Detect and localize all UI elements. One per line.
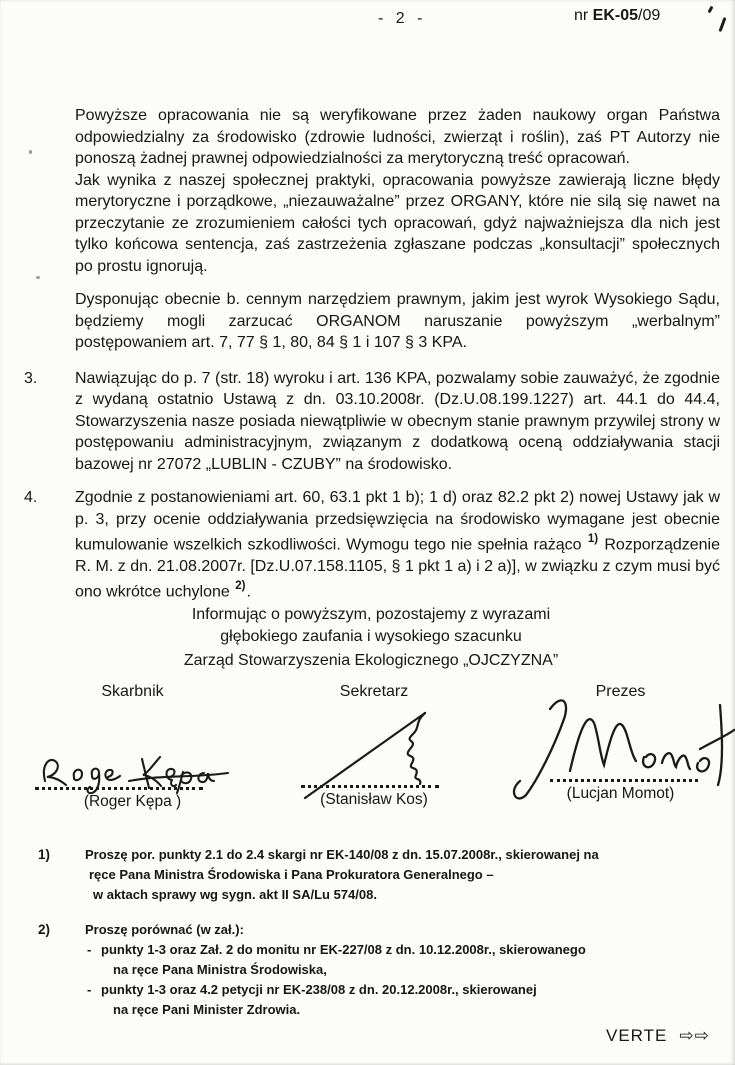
footnote-item-text: [101, 980, 537, 1020]
scan-speck: [36, 276, 40, 279]
footnote-line: na ręce Pana Ministra Środowiska,: [113, 962, 327, 977]
paragraph-numbered-4: [24, 487, 721, 603]
footnote-2: [38, 920, 710, 1020]
footnote-line: na ręce Pani Minister Zdrowia.: [113, 1002, 301, 1017]
paragraph-segment: .: [246, 583, 251, 601]
handwritten-signature: [33, 735, 243, 795]
scan-artifact: [719, 17, 727, 32]
footnote-ref-1: 1): [587, 533, 599, 545]
paragraph-text: Dysponując obecnie b. cennym narzędziem prawnym, jakim jest wyrok Wysokiego Sądu, będziemy mogli zarzucać ORGANOM naruszanie powyższym „werbalnym” postępowaniem art. 7, 77 § 1, 80, 84 § 1 i 107 § 3 KPA.: [75, 291, 720, 351]
footnote-marker: 2): [38, 922, 51, 937]
signature-section: [0, 683, 735, 833]
footnote-marker: 1): [38, 847, 51, 862]
signature-title: Skarbnik: [101, 683, 164, 700]
paragraph-text: Jak wynika z naszej społecznej praktyki, opracowania powyższe zawierają liczne błędy merytoryczne i porządkowe, „niezauważalne” przez ORGANY, które nie silą się nawet na przeczytanie ze zrozumieniem całości tych opracowań, gdyż najważniejsza dla nich jest tylko końcowa sentencja, zaś zastrzeżenia zgłaszane podczas „konsultacji” społecznych po prostu ignorują.: [75, 171, 720, 275]
paragraph: [75, 105, 720, 170]
signature-treasurer: [30, 683, 235, 810]
footnote-line: punkty 1-3 oraz Zał. 2 do monitu nr EK-227/08 z dn. 10.12.2008r., skierowanego: [101, 942, 586, 957]
footnote-item-text: [101, 940, 586, 980]
signature-president: [518, 683, 723, 802]
paragraph-text: Nawiązując do p. 7 (str. 18) wyroku i art. 136 KPA, pozwalamy sobie zauważyć, że zgodnie z wydaną ostatnio Ustawą z dn. 03.10.2008r. (Dz.U.08.199.1227) art. 44.1 do 44.4, Stowarzyszenia nasze posiada niewątpliwie w obecnym stanie prawnym przywilej strony w postępowaniu administracyjnym, związanym z dodatkową oceną oddziaływania stacji bazowej nr 27072 „LUBLIN - CZUBY” na środowisko.: [75, 369, 720, 473]
document-number: [574, 7, 660, 25]
list-dash: -: [87, 942, 92, 957]
paragraph-number: 3.: [24, 369, 38, 387]
footnote-line: Proszę por. punkty 2.1 do 2.4 skargi nr EK-140/08 z dn. 15.07.2008r., skierowanej na: [85, 847, 599, 862]
footnote-intro: Proszę porównać (w zał.):: [85, 922, 244, 937]
signature-dotted-line: [35, 787, 203, 790]
signer-name: (Stanisław Kos): [320, 791, 428, 808]
signature-secretary: [283, 683, 465, 808]
right-arrows-icon: ⇨⇨: [679, 1026, 710, 1045]
paragraph-number: 4.: [24, 489, 38, 506]
closing-formula: [75, 604, 667, 648]
board-name-line: Zarząd Stowarzyszenia Ekologicznego „OJCZYZNA”: [183, 652, 559, 669]
list-dash: -: [87, 982, 92, 997]
paragraph-text: Powyższe opracowania nie są weryfikowane przez żaden naukowy organ Państwa odpowiedzialny za środowisko (zdrowie ludności, zwierząt i roślin), zaś PT Autorzy nie ponoszą żadnej prawnej odpowiedzialności za merytoryczną treść opracowań.: [75, 107, 720, 167]
verte-label: VERTE: [606, 1026, 668, 1045]
footnotes: [38, 845, 710, 1020]
footnote-1: [38, 845, 710, 905]
footnote-ref-2: 2): [235, 580, 246, 593]
verte-mark: [606, 1026, 710, 1046]
closing-line-2: głębokiego zaufania i wysokiego szacunku: [220, 628, 522, 645]
scan-artifact: [708, 6, 714, 14]
scan-speck: [29, 150, 32, 154]
footnote-list-item: [87, 980, 710, 1020]
paragraph: [75, 289, 720, 354]
paragraph-segment: Rozporządzenie R. M. z dn. 21.08.2007r. [Dz.U.07.158.1105, § 1 pkt 1 a) i 2 a)], w związku z czym musi być ono wkrótce uchylone: [75, 536, 721, 601]
signer-name: (Roger Kępa ): [83, 793, 182, 810]
page-number: - 2 -: [378, 10, 427, 27]
footnote-line: ręce Pana Ministra Środowiska i Pana Prokuratora Generalnego –: [89, 867, 494, 882]
signature-dotted-line: [550, 779, 698, 782]
document-number-code: EK-05: [592, 7, 639, 24]
signer-name: (Lucjan Momot): [566, 785, 675, 802]
document-number-suffix: /09: [638, 7, 661, 24]
paragraph-text: [75, 487, 720, 603]
closing-line-1: Informując o powyższym, pozostajemy z wyrazami: [191, 606, 551, 623]
footnote-line: punkty 1-3 oraz 4.2 petycji nr EK-238/08 z dn. 20.12.2008r., skierowanej: [101, 982, 537, 997]
document-body: [24, 105, 721, 603]
document-number-prefix: nr: [574, 7, 593, 24]
signature-title: Prezes: [595, 683, 646, 700]
paragraph-segment: Zgodnie z postanowieniami art. 60, 63.1 pkt 1 b); 1 d) oraz 82.2 pkt 2) nowej Ustawy jak w p. 3, przy ocenie oddziaływania przedsięwzięcia na środowisko wymagane jest obecnie kumulowanie wszelkich szkodliwości. Wymogu tego nie spełnia rażąco: [75, 489, 720, 554]
footnote-line: w aktach sprawy wg sygn. akt II SA/Lu 574/08.: [93, 887, 377, 902]
signature-title: Sekretarz: [339, 683, 409, 700]
paragraph: [75, 170, 720, 278]
paragraph-numbered-3: [24, 368, 720, 476]
signature-dotted-line: [301, 785, 439, 788]
footnote-list-item: [87, 940, 710, 980]
